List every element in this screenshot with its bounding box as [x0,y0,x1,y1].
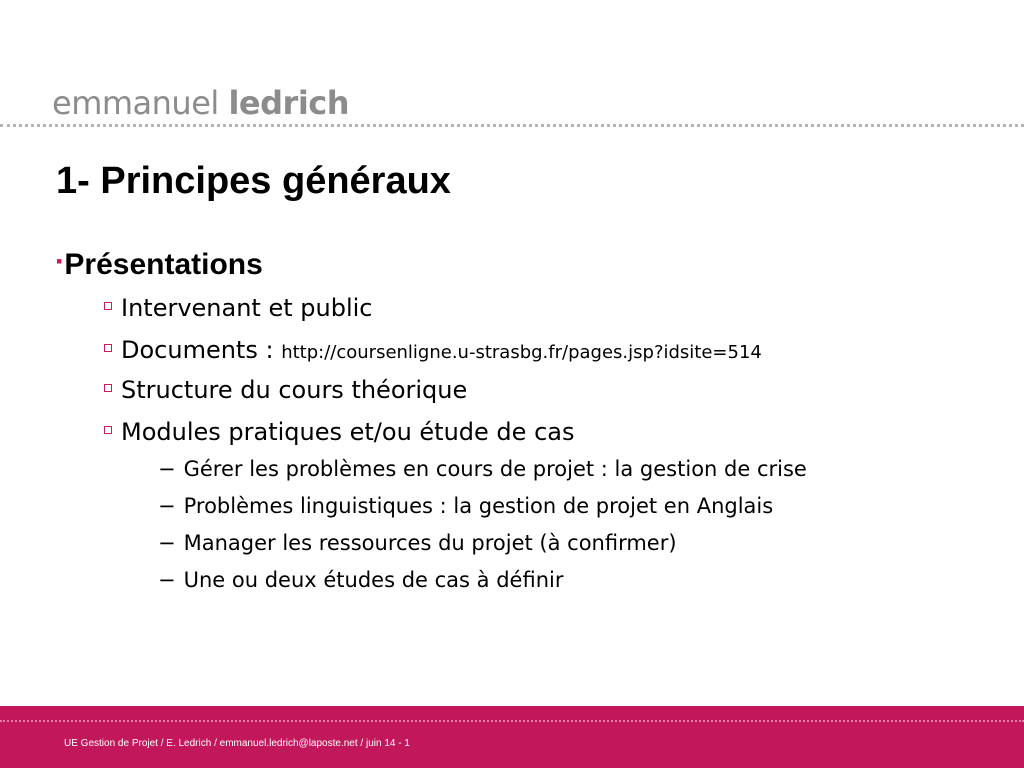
hollow-square-bullet-icon [104,344,112,352]
dash-bullet-icon: − [158,494,176,518]
footer-bar [0,706,1024,768]
header-dotted-divider [0,124,1024,127]
documents-link[interactable]: http://coursenligne.u-strasbg.fr/pages.jsp?idsite=514 [281,342,762,363]
item-text: Documents : [121,336,274,364]
slide-title: 1- Principes généraux [56,160,451,202]
sub-bullet-item [158,568,563,592]
hollow-square-bullet-icon [104,426,112,434]
bullet-item [104,376,467,404]
sub-bullet-item [158,531,677,555]
hollow-square-bullet-icon [104,384,112,392]
item-text: Modules pratiques et/ou étude de cas [121,418,575,446]
bullet-item [104,418,574,446]
logo-last-name: ledrich [228,84,350,122]
dash-bullet-icon: − [158,531,176,555]
sub-bullet-item [158,494,773,518]
logo-first-name: emmanuel [52,84,219,122]
item-text: Structure du cours théorique [121,376,468,404]
footer-dotted-divider [0,720,1024,722]
bullet-item [104,294,372,322]
bullet-item [104,336,762,364]
hollow-square-bullet-icon [104,302,112,310]
sub-item-text: Problèmes linguistiques : la gestion de projet en Anglais [183,494,774,518]
bullet-presentations [56,248,263,282]
sub-item-text: Une ou deux études de cas à définir [183,568,564,592]
square-bullet-icon: ▪ [56,251,63,271]
dash-bullet-icon: − [158,457,176,481]
sub-item-text: Gérer les problèmes en cours de projet : la gestion de crise [183,457,807,481]
footer-text: UE Gestion de Projet / E. Ledrich / emmanuel.ledrich@laposte.net / juin 14 - 1 [64,738,410,749]
logo [52,84,349,122]
dash-bullet-icon: − [158,568,176,592]
sub-bullet-item [158,457,807,481]
item-text: Intervenant et public [121,294,373,322]
section-label: Présentations [64,248,263,281]
sub-item-text: Manager les ressources du projet (à confirmer) [183,531,677,555]
